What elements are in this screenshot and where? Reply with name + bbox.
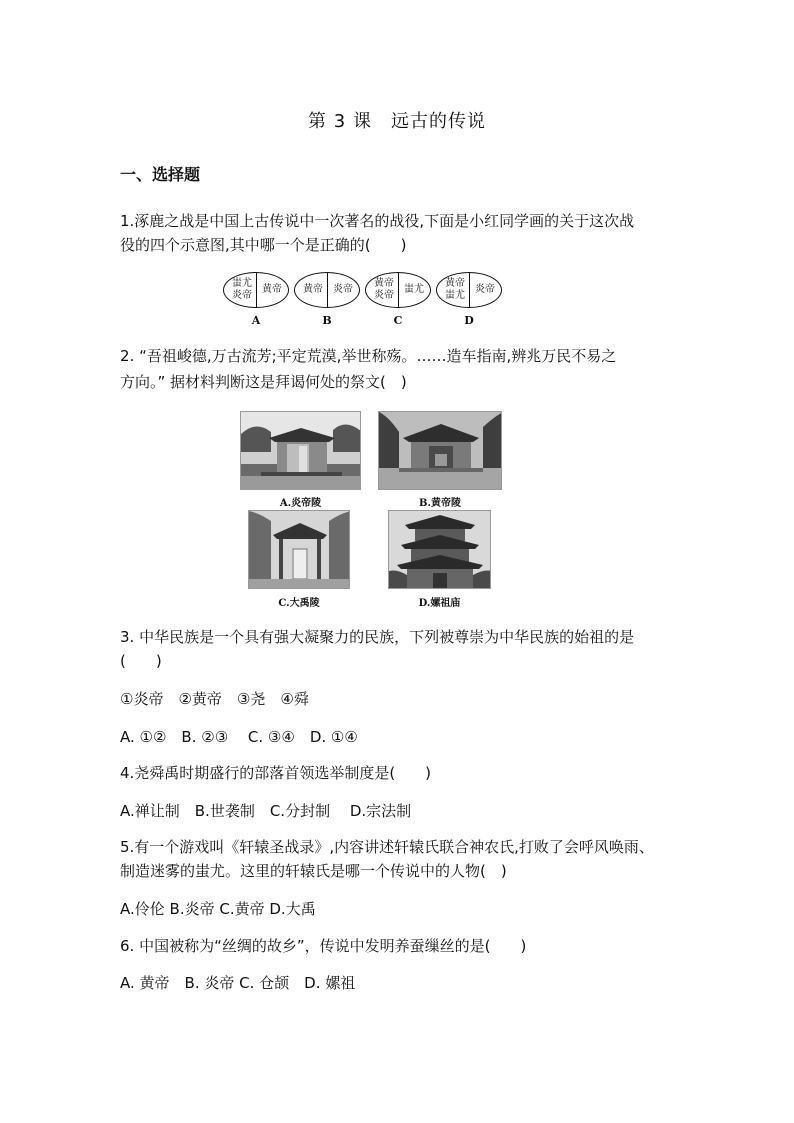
q2-line1: 2. “吾祖峻德,万古流芳;平定荒漠,举世称殇。……造车指南,辨兆万民不易之 xyxy=(120,347,617,365)
diagram-a-left-2: 炎帝 xyxy=(232,290,252,301)
diagram-c-right-1: 蚩尤 xyxy=(404,284,424,295)
q4-options: A.禅让制 B.世袭制 C.分封制 D.宗法制 xyxy=(120,802,412,820)
q4-line1: 4.尧舜禹时期盛行的部落首领选举制度是( ) xyxy=(120,764,432,782)
diagram-oval-b xyxy=(294,272,360,308)
diagram-oval-a xyxy=(223,272,289,308)
q2-line2: 方向。” 据材料判断这是拜谒何处的祭文( ) xyxy=(120,373,407,391)
huangdi-mausoleum-photo xyxy=(378,411,502,490)
q6-line1: 6. 中国被称为“丝绸的故乡”，传说中发明养蚕缫丝的是( ) xyxy=(120,937,527,955)
q1-line2: 役的四个示意图,其中哪一个是正确的( ) xyxy=(120,236,407,254)
q1-line1: 1.涿鹿之战是中国上古传说中一次著名的战役,下面是小红同学画的关于这次战 xyxy=(120,212,635,230)
q5-line1: 5.有一个游戏叫《轩辕圣战录》,内容讲述轩辕氏联合神农氏,打败了会呼风唤雨、 xyxy=(120,838,654,856)
diagram-oval-c xyxy=(365,272,431,308)
yandi-mausoleum-photo xyxy=(240,411,361,490)
diagram-d-left-2: 蚩尤 xyxy=(445,290,465,301)
diagram-d-right-1: 炎帝 xyxy=(475,284,495,295)
photo-caption-a: A.炎帝陵 xyxy=(279,498,322,509)
q6-options: A. 黄帝 B. 炎帝 C. 仓颉 D. 嫘祖 xyxy=(120,974,356,992)
photo-caption-c: C.大禹陵 xyxy=(278,598,320,609)
q3-line2: ( ) xyxy=(120,652,162,670)
q3-options: A. ①② B. ②③ C. ③④ D. ①④ xyxy=(120,728,358,746)
diagram-c-left-1: 黄帝 xyxy=(374,278,394,289)
diagram-c-letter: C xyxy=(393,314,403,327)
q3-items: ①炎帝 ②黄帝 ③尧 ④舜 xyxy=(120,690,309,708)
diagram-d-left-1: 黄帝 xyxy=(445,278,465,289)
q5-line2: 制造迷雾的蚩尤。这里的轩辕氏是哪一个传说中的人物( ) xyxy=(120,862,507,880)
diagram-b-letter: B xyxy=(322,314,332,327)
q5-options: A.伶伦 B.炎帝 C.黄帝 D.大禹 xyxy=(120,900,316,918)
photo-caption-d: D.嫘祖庙 xyxy=(418,598,461,609)
diagram-b-left-1: 黄帝 xyxy=(303,284,323,295)
diagram-b-right-1: 炎帝 xyxy=(333,284,353,295)
diagram-c-left-2: 炎帝 xyxy=(374,290,394,301)
q3-line1: 3. 中华民族是一个具有强大凝聚力的民族，下列被尊崇为中华民族的始祖的是 xyxy=(120,628,635,646)
diagram-oval-d xyxy=(436,272,502,308)
diagram-d-letter: D xyxy=(464,314,474,327)
diagram-a-letter: A xyxy=(251,314,261,327)
dayu-mausoleum-photo xyxy=(248,510,350,589)
photo-caption-b: B.黄帝陵 xyxy=(419,498,461,509)
diagram-a-right-1: 黄帝 xyxy=(262,284,282,295)
leizu-temple-photo xyxy=(388,510,491,589)
page-title: 第 3 课 远古的传说 xyxy=(308,111,486,132)
diagram-a-left-1: 蚩尤 xyxy=(232,278,252,289)
section-heading: 一、选择题 xyxy=(120,165,201,184)
